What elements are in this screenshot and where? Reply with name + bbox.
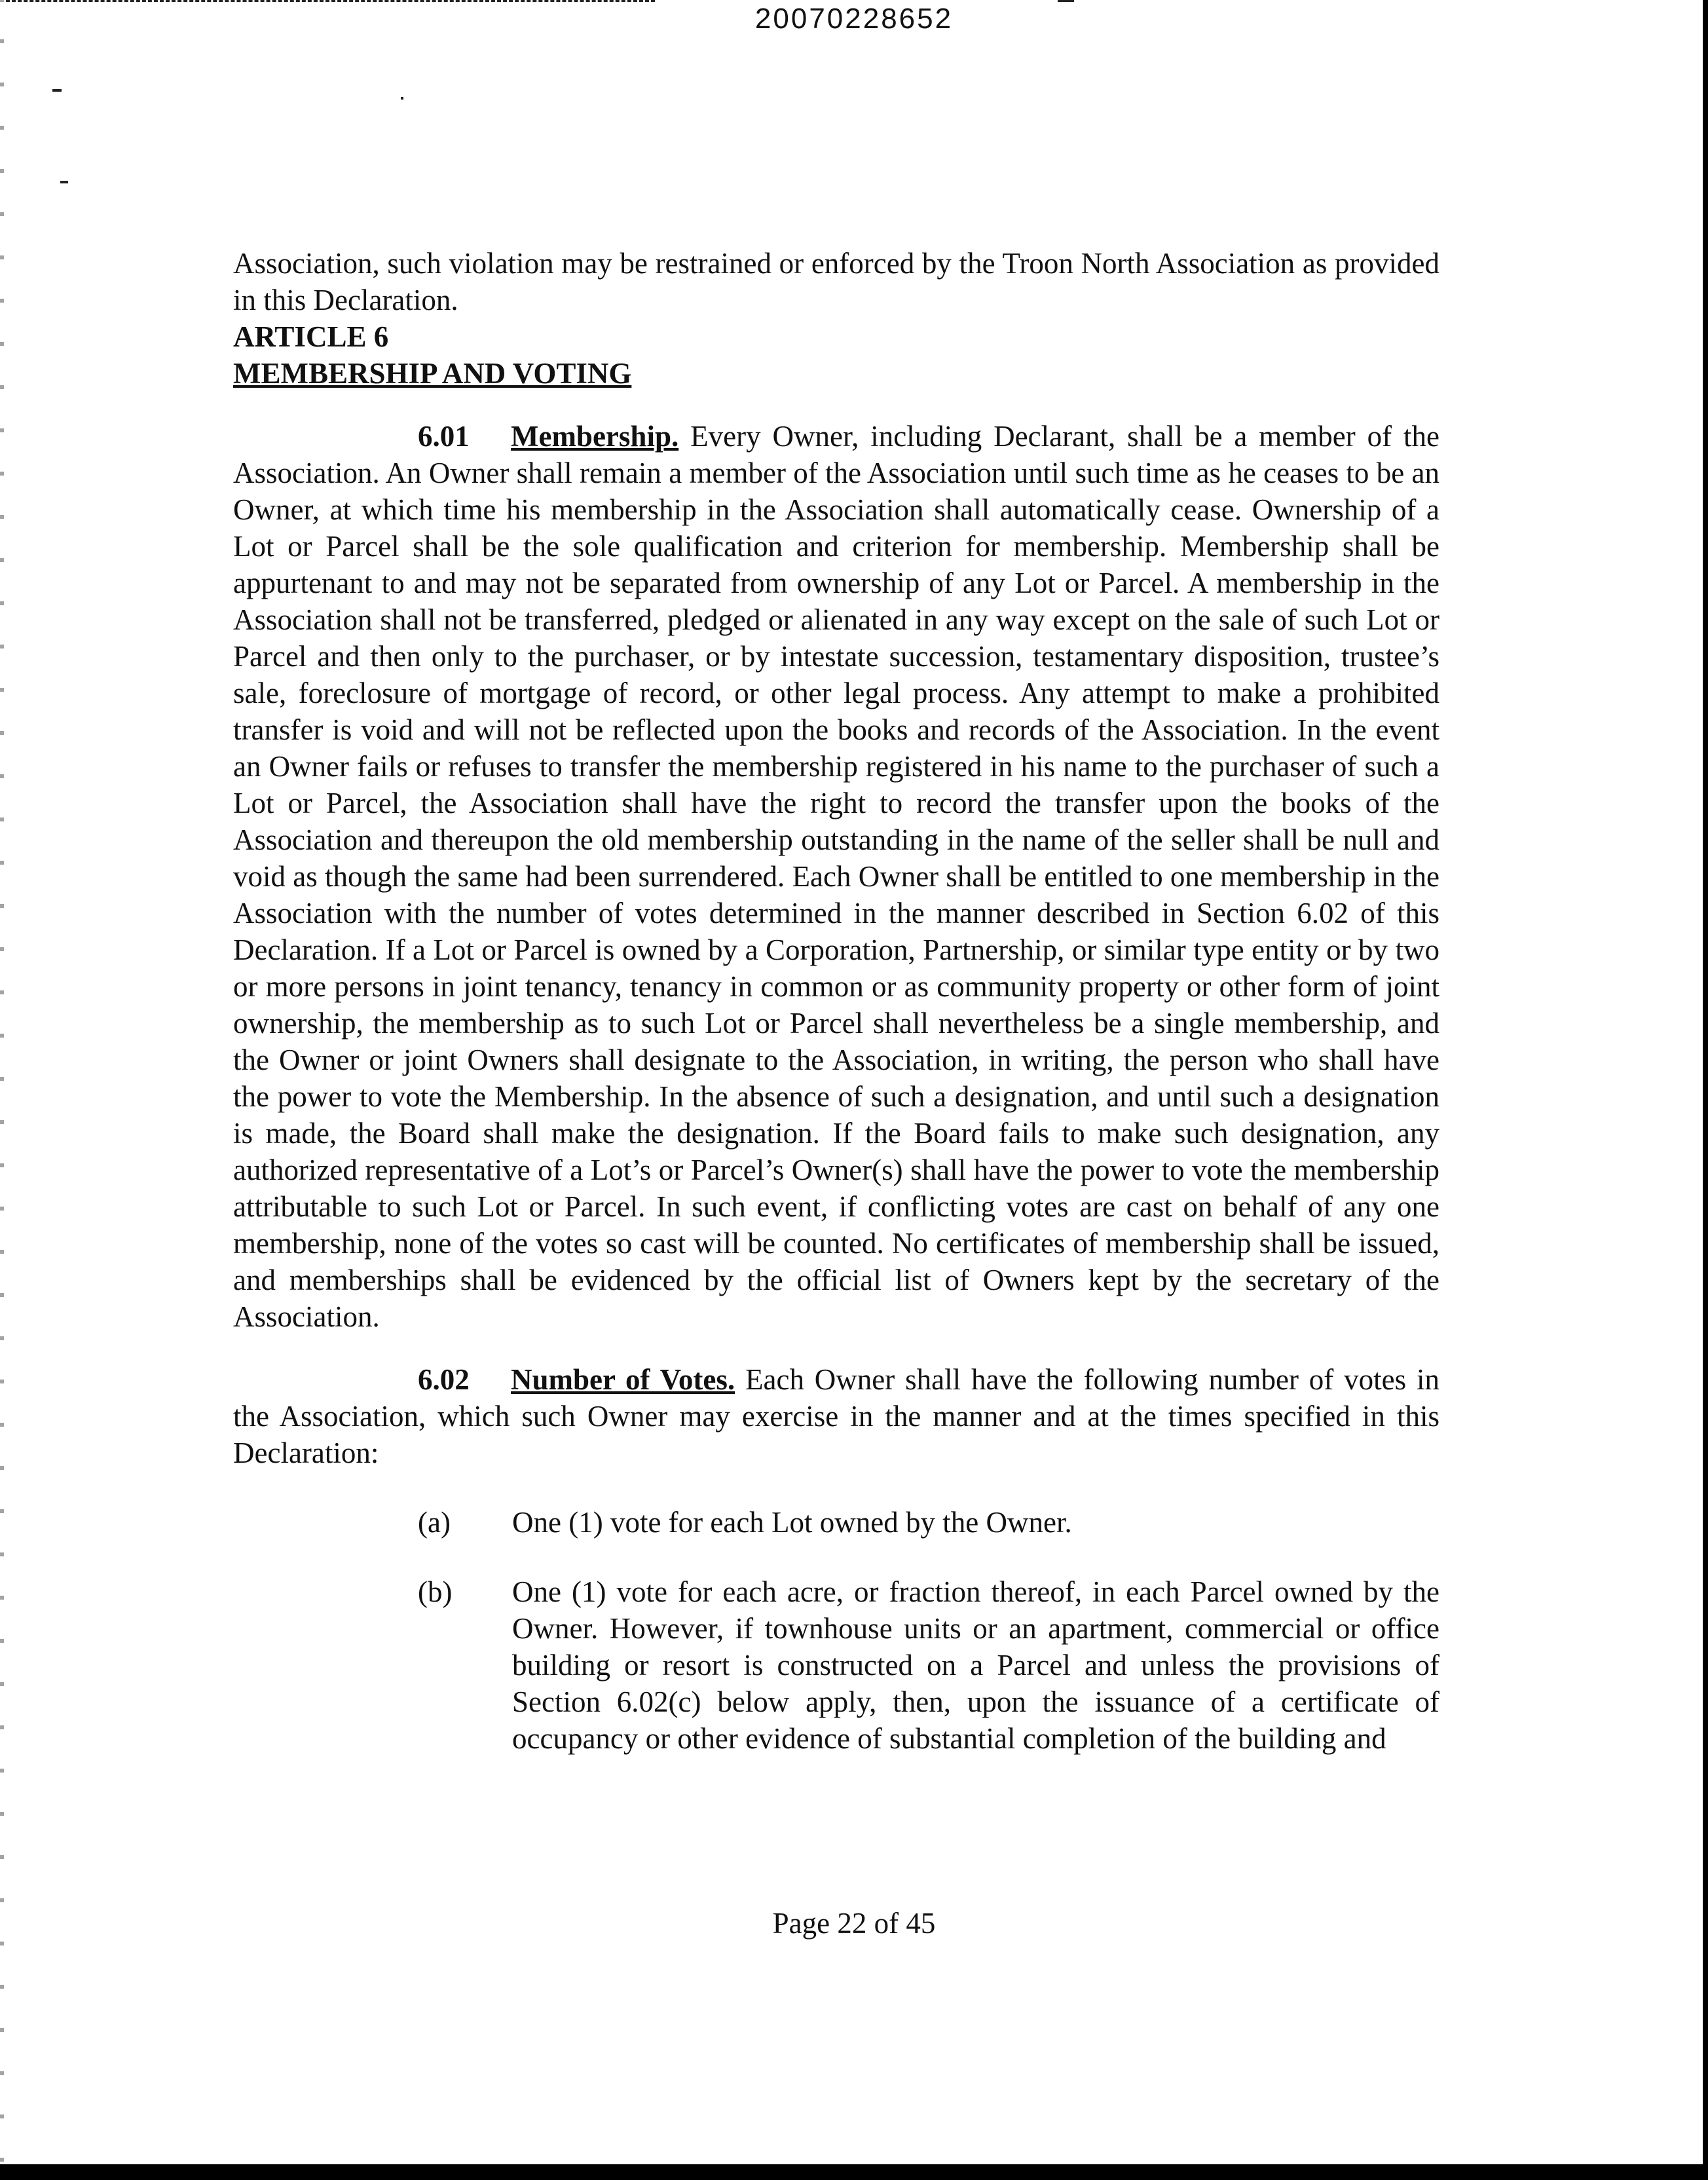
recording-number: 20070228652 — [754, 3, 954, 35]
scan-top-mark — [1058, 0, 1074, 2]
section-text: Every Owner, including Declarant, shall be a member of the Association. An Owner shall remain a member of the Association until such time as he ceases to be an Owner, at which time his membership in the Association shall automatically cease. Ownership of a Lot or Parcel shall be the sole qualification and criterion for membership. Membership shall be appurtenant to and may not be separated from ownership of any Lot or Parcel. A membership in the Association shall not be transferred, pledged or alienated in any way except on the sale of such Lot or Parcel and then only to the purchaser, or by intestate succession, testamentary disposition, trustee’s sale, foreclosure of mortgage of record, or other legal process. Any attempt to make a prohibited transfer is void and will not be reflected upon the books and records of the Association. In the event an Owner fails or refuses to transfer the membership registered in his name to the purchaser of such a Lot or Parcel, the Association shall have the right to record the transfer upon the books of the Association and thereupon the old membership outstanding in the name of the seller shall be null and void as though the same had been surrendered. Each Owner shall be entitled to one membership in the Association with the number of votes determined in the manner described in Section 6.02 of this Declaration. If a Lot or Parcel is owned by a Corporation, Partnership, or similar type entity or by two or more persons in joint tenancy, tenancy in common or as community property or other form of joint ownership, the membership as to such Lot or Parcel shall nevertheless be a single membership, and the Owner or joint Owners shall designate to the Association, in writing, the person who shall have the power to vote the Membership. In the absence of such a designation, and until such a designation is made, the Board shall make the designation. If the Board fails to make such designation, any authorized representative of a Lot’s or Parcel’s Owner(s) shall have the power to vote the membership attributable to such Lot or Parcel. In such event, if conflicting votes are cast on behalf of any one membership, none of the votes so cast will be counted. No certificates of membership shall be issued, and memberships shall be evidenced by the official list of Owners kept by the secretary of the Association. — [233, 420, 1439, 1333]
scan-speck — [401, 97, 403, 100]
article-heading: ARTICLE 6 — [233, 320, 389, 353]
list-item-text: One (1) vote for each Lot owned by the Owner. — [512, 1506, 1072, 1539]
scan-speck — [52, 89, 62, 92]
section-6-01-paragraph — [233, 418, 1439, 1335]
scan-right-edge — [1703, 0, 1708, 2180]
section-title: Number of Votes. — [511, 1363, 735, 1396]
section-number: 6.02 — [418, 1363, 470, 1396]
list-item-text: One (1) vote for each acre, or fraction thereof, in each Parcel owned by the Owner. However, if townhouse units or an apartment, commercial or office building or resort is constructed on a Parcel and unless the provisions of Section 6.02(c) below apply, then, upon the issuance of a certificate of occupancy or other evidence of substantial completion of the building and — [512, 1575, 1439, 1755]
section-text: Each Owner shall have the following number of votes in the Association, which such Owner may exercise in the manner and at the times specified in this Declaration: — [233, 1363, 1439, 1469]
page-number: Page 22 of 45 — [772, 1907, 936, 1940]
scan-top-line — [0, 0, 655, 2]
scan-speck — [60, 181, 68, 183]
section-number: 6.01 — [418, 420, 470, 453]
list-item — [233, 1573, 1439, 1757]
list-item-label: (a) — [418, 1506, 451, 1539]
article-title: MEMBERSHIP AND VOTING — [233, 357, 632, 390]
list-item — [233, 1504, 1439, 1541]
section-title: Membership. — [511, 420, 679, 453]
scan-left-edge-marks — [0, 0, 4, 2180]
list-item-label: (b) — [418, 1575, 453, 1608]
intro-paragraph: Association, such violation may be restrained or enforced by the Troon North Association as provided in this Declaration. — [233, 247, 1439, 316]
section-6-02-paragraph — [233, 1361, 1439, 1471]
document-body — [233, 245, 1439, 1757]
scan-bottom-edge — [0, 2164, 1708, 2180]
